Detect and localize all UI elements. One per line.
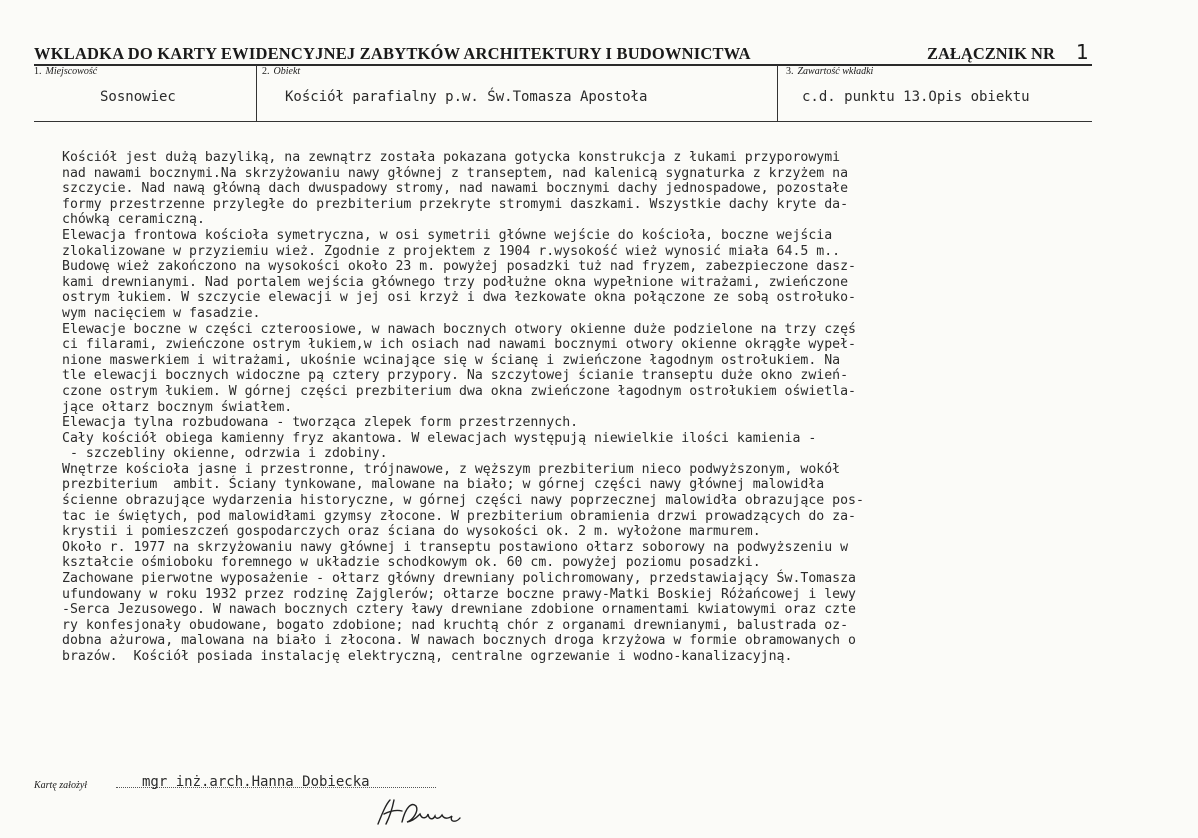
content-value: c.d. punktu 13.Opis obiektu [802,89,1030,105]
description-line: ci filarami, zwieńczone ostrym łukiem,w ich osiach nad nawami bocznymi otwory okienne okrągłe wypeł- [62,337,856,353]
description-line: krystii i pomieszczeń gospodarczych oraz ściana do wysokości ok. 2 m. wyłożone marmurem. [62,524,761,540]
description-line: -Serca Jezusowego. W nawach bocznych cztery ławy drewniane zdobione ornamentami kwiatowymi oraz czte [62,602,856,618]
field-divider [256,65,257,122]
annex-label: ZAŁĄCZNIK NR [927,44,1055,63]
object-value: Kościół parafialny p.w. Św.Tomasza Apostoła [285,89,648,105]
annex-number: 1 [1076,40,1089,64]
description-line: wym nacięciem w fasadzie. [62,305,261,321]
description-line: kształcie ośmioboku foremnego w układzie schodkowym ok. 60 cm. powyżej poziomu posadzki. [62,555,761,571]
location-value: Sosnowiec [100,89,176,105]
description-line: jące ołtarz bocznym światłem. [62,399,293,415]
description-line: szczycie. Nad nawą główną dach dwuspadowy stromy, nad nawami bocznymi dachy jednospadowe, pozostałe [62,181,849,197]
fields-bottom-rule [34,121,1092,122]
description-line: ry konfesjonały obudowane, bogato zdobione; nad kruchtą chór z organami drewnianymi, balustrada oz- [62,617,849,633]
description-line: dobna ażurowa, malowana na biało i złocona. W nawach bocznych droga krzyżowa w formie obramowanych o [62,633,856,649]
description-line: Około r. 1977 na skrzyżowaniu nawy głównej i transeptu postawiono ołtarz soborowy na podwyższeniu w [62,539,849,555]
description-line: czone ostrym łukiem. W górnej części prezbiterium dwa okna zwieńczone łagodnym ostrołukiem oświetla- [62,383,856,399]
description-line: Kościół jest dużą bazyliką, na zewnątrz została pokazana gotycka konstrukcja z łukami przyporowymi [62,150,841,165]
description-line: tac ie świętych, pod malowidłami gzymsy złocone. W prezbiterium obramienia drzwi prowadzących do za- [62,508,856,524]
description-line: Budowę wież zakończono na wysokości około 23 m. powyżej posadzki tuż nad fryzem, zabezpieczone dasz- [62,259,856,275]
description-line: Elewacje boczne w części czteroosiowe, w nawach bocznych otwory okienne duże podzielone na trzy częś [62,321,856,337]
description-line: zlokalizowane w przyziemiu wież. Zgodnie z projektem z 1904 r.wysokość wież wynosić miała 64.5 m.. [62,243,841,259]
description-line: prezbiterium ambit. Ściany tynkowane, malowane na biało; w górnej części nawy głównej malowidła [62,477,825,493]
description-line: Wnętrze kościoła jasne i przestronne, trójnawowe, z węższym prezbiterium nieco podwyższonym, wokół [62,461,841,477]
card-title: WKLADKA DO KARTY EWIDENCYJNEJ ZABYTKÓW ARCHITEKTURY I BUDOWNICTWA [34,44,751,63]
description-line: Elewacja frontowa kościoła symetryczna, w osi symetrii główne wejście do kościoła, boczne wejścia [62,227,833,243]
description-line: Elewacja tylna rozbudowana - tworząca zlepek form przestrzennych. [62,415,579,431]
description-line: chówką ceramiczną. [62,212,205,228]
description-line: Cały kościół obiega kamienny fryz akantowa. W elewacjach występują niewielkie ilości kamienia - [62,430,817,446]
description-line: Zachowane pierwotne wyposażenie - ołtarz główny drewniany polichromowany, przedstawiający Św.Tomasza [62,571,856,587]
description-line: nad nawami bocznymi.Na skrzyżowaniu nawy głównej z transeptem, nad kalenicą sygnaturka z krzyżem na [62,165,849,181]
location-number: 1. [34,66,42,77]
object-label [262,66,300,77]
description-line: ścienne obrazujące wydarzenia historyczne, w górnej części nawy poprzecznej malowidła obrazujące pos- [62,493,864,509]
object-number: 2. [262,66,270,77]
content-label-text: Zawartość wkładki [797,66,874,77]
description-line: - szczebliny okienne, odrzwia i zdobiny. [62,446,388,462]
description-line: formy przestrzenne przyległe do prezbiterium przekryte stromymi daszkami. Wszystkie dachy kryte da- [62,196,849,212]
object-description [62,150,1082,665]
description-line: tle elewacji bocznych widoczne pą cztery przypory. Na szczytowej ścianie transeptu duże okno zwień- [62,368,849,384]
description-line: kami drewnianymi. Nad portalem wejścia głównego trzy podłużne okna wypełnione witrażami, zwieńczone [62,274,849,290]
content-label [786,66,873,77]
location-label-text: Miejscowość [45,66,98,77]
founder-label: Kartę założył [34,780,88,791]
description-line: ostrym łukiem. W szczycie elewacji w jej osi krzyż i dwa łezkowate okna połączone ze sobą ostrołuko- [62,290,856,306]
header-rule [34,64,1092,66]
description-line: nione maswerkiem i witrażami, ukośnie wcinające się w ścianę i zwieńczone łagodnym ostrołukiem. Na [62,352,841,368]
handwritten-signature [372,796,464,828]
location-label [34,66,97,77]
description-line: ufundowany w roku 1932 przez rodzinę Zajglerów; ołtarze boczne prawy-Matki Boskiej Różańcowej i lewy [62,586,856,602]
object-label-text: Obiekt [273,66,301,77]
founder-name: mgr inż.arch.Hanna Dobiecka [142,774,370,790]
field-divider [777,65,778,122]
content-number: 3. [786,66,794,77]
description-line: brazów. Kościół posiada instalację elektryczną, centralne ogrzewanie i wodno-kanalizacyjną. [62,649,793,664]
